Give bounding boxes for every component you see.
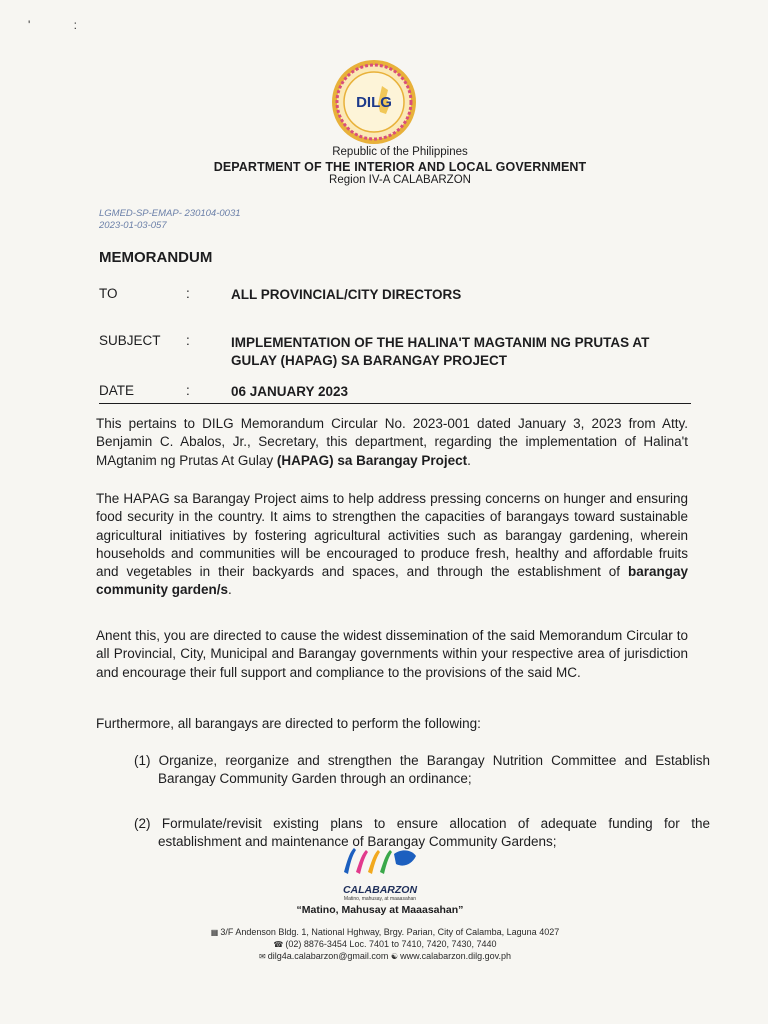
body-paragraph-4: Furthermore, all barangays are directed to perform the following:: [96, 716, 481, 731]
p2-end: .: [228, 582, 232, 598]
subject-colon: :: [186, 333, 190, 348]
subject-label: SUBJECT: [99, 333, 161, 348]
reference-date-code: 2023-01-03-057: [99, 220, 167, 231]
date-label: DATE: [99, 383, 135, 398]
footer-address: [150, 927, 620, 937]
footer-tagline: Matino, mahusay, at maaasahan: [343, 896, 417, 902]
body-paragraph-2: [96, 490, 688, 600]
list-item: (1) Organize, reorganize and strengthen the Barangay Nutrition Committee and Establish Barangay Community Garden through an ordinance;: [134, 753, 710, 787]
calabarzon-logo: [340, 838, 420, 884]
department-name: DEPARTMENT OF THE INTERIOR AND LOCAL GOVERNMENT: [213, 160, 587, 174]
list-item: (2) Formulate/revisit existing plans to ensure allocation of adequate funding for the establishment and maintenance of Barangay Community Gardens;: [134, 816, 710, 850]
to-value: ALL PROVINCIAL/CITY DIRECTORS: [231, 287, 462, 302]
republic-line: Republic of the Philippines: [332, 146, 468, 158]
footer-contacts: [150, 951, 620, 961]
reference-code: LGMED-SP-EMAP- 230104-0031: [99, 208, 241, 219]
phone-icon: ☎: [273, 940, 284, 949]
date-colon: :: [186, 383, 190, 398]
body-paragraph-1: [96, 415, 688, 470]
email-text: dilg4a.calabarzon@gmail.com: [267, 951, 389, 961]
p1-bold: (HAPAG) sa Barangay Project: [276, 452, 468, 468]
building-icon: ▦: [210, 928, 219, 937]
p2-bold: barangay community garden/s: [96, 564, 688, 598]
to-colon: :: [186, 286, 190, 301]
header-divider: [99, 403, 691, 404]
phone-text: (02) 8876-3454 Loc. 7401 to 7410, 7420, 7430, 7440: [285, 939, 497, 949]
dilg-seal-logo: [330, 58, 418, 146]
scan-artifact-marks: ' :: [28, 18, 97, 32]
body-paragraph-3: Anent this, you are directed to cause the widest dissemination of the said Memorandum Circular to all Provincial, City, Municipal and Barangay governments within your respective area of jurisdiction and encourage their full support and compliance to the provisions of the said MC.: [96, 628, 688, 680]
email-icon: ✉: [259, 952, 266, 961]
p1-end: .: [467, 452, 471, 468]
to-label: TO: [99, 286, 118, 301]
memo-title: MEMORANDUM: [99, 249, 213, 266]
footer-motto: “Matino, Mahusay at Maaasahan”: [296, 904, 464, 916]
date-value: 06 JANUARY 2023: [231, 384, 349, 399]
footer-phone: [150, 939, 620, 949]
website-text: www.calabarzon.dilg.gov.ph: [400, 951, 511, 961]
p2-text: The HAPAG sa Barangay Project aims to help address pressing concerns on hunger and ensuring food security in the country. It aims to strengthen the capacities of barangays toward sustainable agricultural initiatives by fostering agricultural activities such as barangay gardening, wherein households and communities will be encouraged to produce fresh, healthy and affordable fruits and vegetables in their backyards and spaces, and through the establishment of: [96, 491, 688, 580]
seal-dilg-text: DILG: [356, 94, 392, 111]
footer-region-name: CALABARZON: [342, 884, 418, 896]
subject-value: IMPLEMENTATION OF THE HALINA'T MAGTANIM NG PRUTAS AT GULAY (HAPAG) SA BARANGAY PROJECT: [231, 335, 650, 368]
globe-icon: ☯: [390, 952, 399, 961]
address-text: 3/F Andenson Bldg. 1, National Hghway, Brgy. Parian, City of Calamba, Laguna 4027: [220, 927, 560, 937]
p1-text: This pertains to DILG Memorandum Circular No. 2023-001 dated January 3, 2023 from Atty. Benjamin C. Abalos, Jr., Secretary, this department, regarding the implementation of Halina't MAgtanim ng Prutas At Gulay: [96, 416, 688, 468]
region-line: Region IV-A CALABARZON: [329, 174, 471, 186]
